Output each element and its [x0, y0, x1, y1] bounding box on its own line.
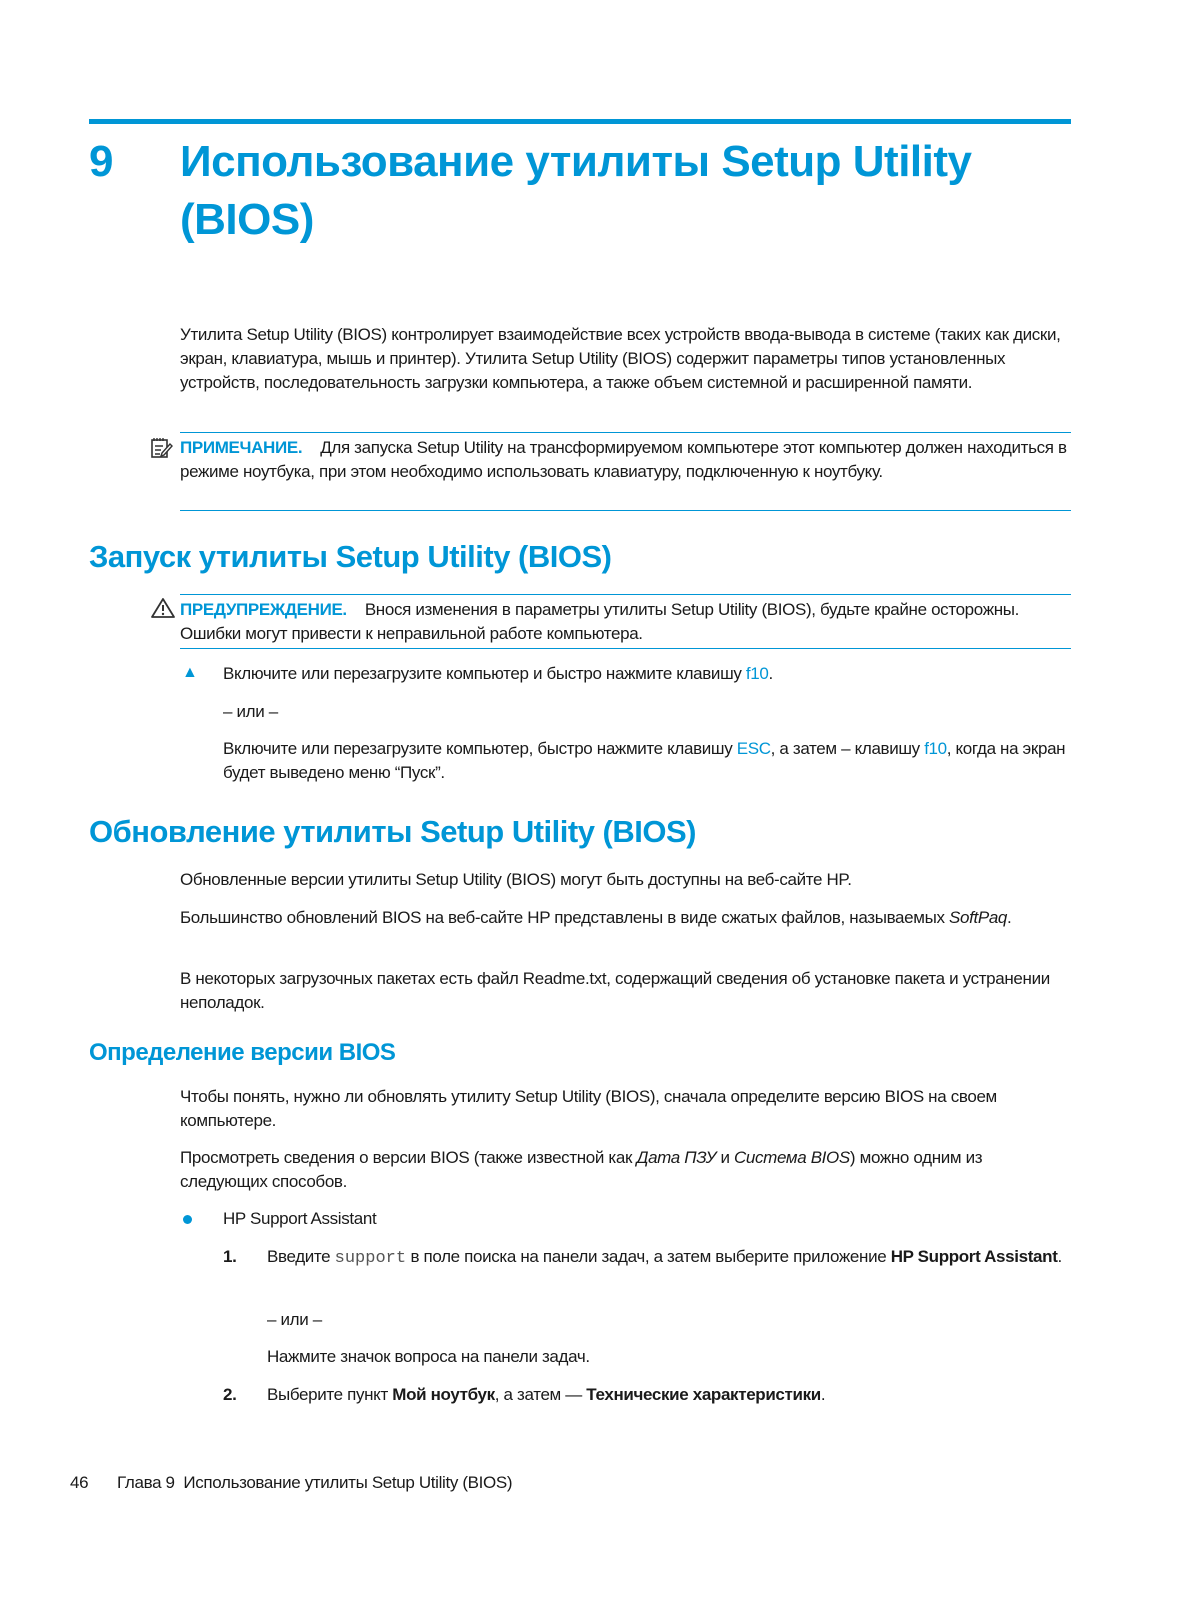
warning-text: ПРЕДУПРЕЖДЕНИЕ. Внося изменения в параметры утилиты Setup Utility (BIOS), будьте крайне осторожны. Ошибки могут привести к неправильной работе компьютера. — [180, 600, 1019, 643]
step-number-1: 1. — [223, 1247, 237, 1266]
note-label: ПРИМЕЧАНИЕ. — [180, 438, 303, 457]
section-heading-update: Обновление утилиты Setup Utility (BIOS) — [89, 814, 696, 849]
note-top-rule — [180, 432, 1071, 433]
section-heading-launch: Запуск утилиты Setup Utility (BIOS) — [89, 539, 612, 574]
version-paragraph-2: Просмотреть сведения о версии BIOS (также известной как Дата ПЗУ и Система BIOS) можно одним из следующих способов. — [180, 1148, 983, 1191]
step-triangle-icon: ▲ — [182, 664, 198, 681]
warning-top-rule — [180, 594, 1071, 595]
warning-label: ПРЕДУПРЕЖДЕНИЕ. — [180, 600, 347, 619]
subsection-heading-version: Определение версии BIOS — [89, 1039, 396, 1066]
bullet-dot-icon — [183, 1215, 192, 1224]
warning-bottom-rule — [180, 648, 1071, 649]
version-paragraph-1: Чтобы понять, нужно ли обновлять утилиту Setup Utility (BIOS), сначала определите версию BIOS на своем компьютере. — [180, 1087, 997, 1130]
step-2-text: Выберите пункт Мой ноутбук, а затем — Технические характеристики. — [267, 1385, 826, 1404]
chapter-title: Использование утилиты Setup Utility (BIOS) — [180, 137, 972, 244]
update-paragraph-3: В некоторых загрузочных пакетах есть файл Readme.txt, содержащий сведения об установке пакета и устранении неполадок. — [180, 969, 1050, 1012]
footer-page-number: 46 — [70, 1473, 89, 1492]
footer-chapter-text: Глава 9 Использование утилиты Setup Utility (BIOS) — [117, 1473, 513, 1492]
update-paragraph-1: Обновленные версии утилиты Setup Utility (BIOS) могут быть доступны на веб-сайте HP. — [180, 870, 852, 889]
update-paragraph-2: Большинство обновлений BIOS на веб-сайте HP представлены в виде сжатых файлов, называемых SoftPaq. — [180, 908, 1012, 927]
or-separator: – или – — [223, 702, 278, 721]
step-1-alt-text: Нажмите значок вопроса на панели задач. — [267, 1347, 590, 1366]
chapter-rule — [89, 119, 1071, 124]
step-1-text: Введите support в поле поиска на панели задач, а затем выберите приложение HP Support Assistant. — [267, 1247, 1062, 1268]
bullet-item: HP Support Assistant — [223, 1209, 377, 1228]
or-separator-2: – или – — [267, 1310, 322, 1329]
note-bottom-rule — [180, 510, 1071, 511]
note-text: ПРИМЕЧАНИЕ. Для запуска Setup Utility на трансформируемом компьютере этот компьютер должен находиться в режиме ноутбука, при этом необходимо использовать клавиатуру, подключенную к ноутбуку. — [180, 438, 1067, 481]
key-f10: f10 — [745, 664, 769, 683]
key-f10: f10 — [924, 739, 947, 758]
step-number-2: 2. — [223, 1385, 237, 1404]
note-icon — [150, 436, 174, 460]
intro-paragraph: Утилита Setup Utility (BIOS) контролирует взаимодействие всех устройств ввода-вывода в системе (таких как диски, экран, клавиатура, мышь и принтер). Утилита Setup Utility (BIOS) содержит параметры типов установленных устройств, последовательность загрузки компьютера, а также объем системной и расширенной памяти. — [180, 325, 1061, 392]
chapter-number: 9 — [89, 137, 113, 186]
key-esc: ESC — [736, 739, 771, 758]
warning-icon — [150, 597, 176, 619]
step-text: Включите или перезагрузите компьютер и быстро нажмите клавишу f10. — [223, 664, 773, 683]
alt-step-text: Включите или перезагрузите компьютер, быстро нажмите клавишу ESC, а затем – клавишу f10, когда на экран будет выведено меню “Пуск”. — [223, 739, 1066, 782]
